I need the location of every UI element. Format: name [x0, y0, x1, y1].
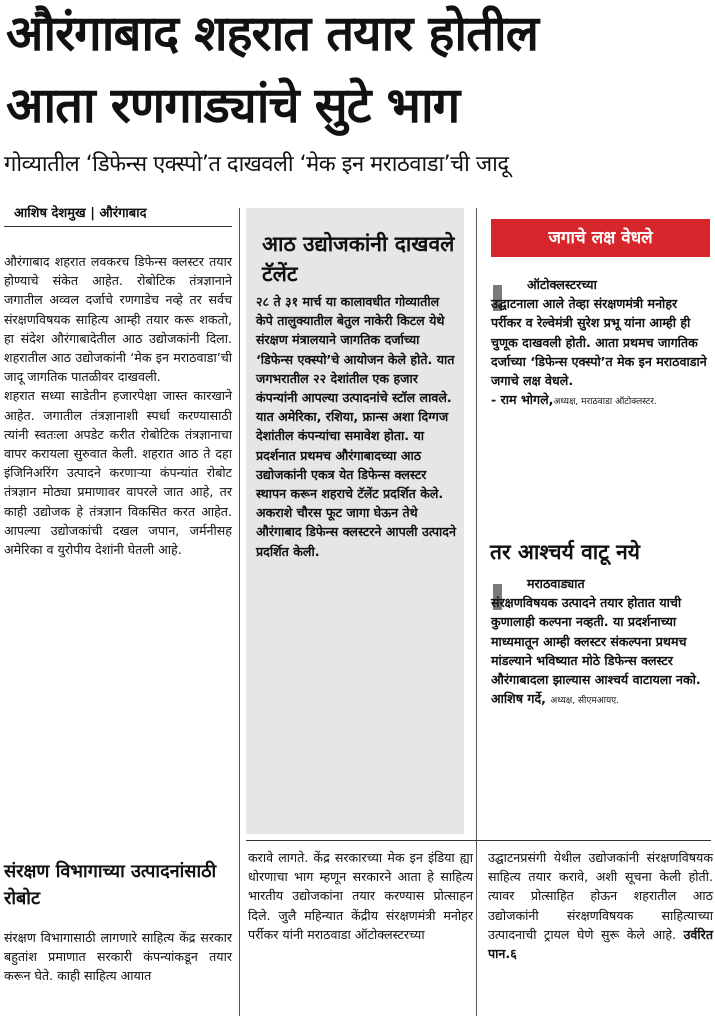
column-divider-2: [476, 208, 477, 1016]
sidebar-text: २८ ते ३१ मार्च या कालावधीत गोव्यातील केपे तालुक्यातील बेतुल नाकेरी किटल येथे संरक्षण मंत्रालयाने जागतिक दर्जाच्या ‘डिफेन्स एक्स्पो’चे आयोजन केले होते. यात जगभरातील २२ देशांतील एक हजार कंपन्यांनी आपल्या उत्पादनांचे स्टॉल लावले. यात अमेरिका, रशिया, फ्रान्स अशा दिग्गज देशांतील कंपन्यांचा समावेश होता. या प्रदर्शनात प्रथमच औरंगाबादच्या आठ उद्योजकांनी एकत्र येत डिफेन्स क्लस्टर स्थापन करून शहराचे टॅलेंट प्रदर्शित केले. अकराशे चौरस फूट जागा घेऊन तेथे औरंगाबाद डिफेन्स क्लस्टरने आपली उत्पादने प्रदर्शित केली.: [256, 294, 456, 559]
subheading: संरक्षण विभागाच्या उत्पादनांसाठी रोबोट: [4, 861, 217, 909]
sidebar-body: [256, 292, 460, 561]
section-rule: [246, 840, 711, 841]
main-story-column-1: [4, 252, 232, 559]
subheadline: गोव्यातील ‘डिफेन्स एक्स्पो’त दाखवली ‘मेक इन मराठवाडा’ची जादू: [4, 152, 509, 177]
quote-2-lead: मराठवाड्यात: [527, 576, 585, 591]
quote-banner: जगाचे लक्ष वेधले: [491, 219, 710, 257]
headline-line-1: औरंगाबाद शहरात तयार होतील: [6, 5, 538, 62]
quote-2-attribution: [491, 689, 711, 711]
quote-1-author-title: अध्यक्ष, मराठवाडा ऑटोक्लस्टर.: [553, 397, 657, 408]
byline: आशिष देशमुख | औरंगाबाद: [14, 206, 147, 221]
quote-2-author-title: अध्यक्ष, सीएमआयए.: [550, 696, 619, 707]
main-story-paragraph-1: औरंगाबाद शहरात लवकरच डिफेन्स क्लस्टर तयार होण्याचे संकेत आहेत. रोबोटिक तंत्रज्ञानाने जगातील अव्वल दर्जाचे रणगाडेच नव्हे तर सर्वच संरक्षणविषयक साहित्य आम्ही तयार करू शकतो, हा संदेश औरंगाबादेतील आठ उद्योजकांनी दिला. शहरातील आठ उद्योजकांनी ‘मेक इन मराठवाडा’ची जादू जागतिक पातळीवर दाखवली.: [4, 254, 232, 385]
main-story-column-2: [248, 848, 473, 944]
byline-rule: [4, 226, 232, 227]
quote-2-author: आशिष गर्दे,: [491, 691, 546, 707]
quote-1-author: - राम भोगले,: [491, 392, 554, 408]
main-story-column-3: [488, 848, 713, 963]
quote-1-lead: ऑटोक्लस्टरच्या: [527, 277, 597, 292]
quote-2-text: संरक्षणविषयक उत्पादने तयार होतात याची कुणालाही कल्पना नव्हती. या प्रदर्शनाच्या माध्यमातून आम्ही क्लस्टर संकल्पना प्रथमच मांडल्याने भविष्यात मोठे डिफेन्स क्लस्टर औरंगाबादला झाल्यास आश्चर्य वाटायला नको.: [491, 595, 701, 688]
main-story-col2-text: करावे लागते. केंद्र सरकारच्या मेक इन इंडिया ह्या धोरणाचा भाग म्हणून सरकारने आता हे साहित्य भारतीय उद्योजकांना तयार करण्यास प्रोत्साहन दिले. जुलै महिन्यात केंद्रीय संरक्षणमंत्री मनोहर पर्रीकर यांनी मराठवाडा ऑटोक्लस्टरच्या: [248, 850, 473, 942]
main-story-column-1-bottom: [4, 928, 232, 986]
quote-2: [491, 574, 711, 711]
quote-1-text: उद्घाटनाला आले तेव्हा संरक्षणमंत्री मनोहर पर्रीकर व रेल्वेमंत्री सुरेश प्रभू यांना आम्ही ही चुणूक दाखवली होती. आता प्रथमच जागतिक दर्जाच्या ‘डिफेन्स एक्स्पो’त मेक इन मराठवाडाने जगाचे लक्ष वेधले.: [491, 296, 707, 389]
continued-label: उर्वरित पान.६: [488, 926, 713, 962]
quote-1-attribution: [491, 390, 711, 412]
quote-2-heading: तर आश्चर्य वाटू नये: [490, 540, 640, 564]
main-story-col3-text: [488, 848, 713, 963]
quote-1: [491, 275, 711, 412]
sidebar-title: आठ उद्योजकांनी दाखवले टॅलेंट: [262, 232, 455, 286]
headline-line-2: आता रणगाड्यांचे सुटे भाग: [6, 77, 460, 134]
main-story-col3-body: उद्घाटनप्रसंगी येथील उद्योजकांनी संरक्षणविषयक साहित्य तयार करावे, अशी सूचना केली होती. त्यावर प्रोत्साहित होऊन शहरातील आठ उद्योजकांनी संरक्षणविषयक साहित्याच्या उत्पादनाची ट्रायल घेणे सुरू केले आहे.: [488, 850, 713, 942]
main-story-after-subheading: संरक्षण विभागासाठी लागणारे साहित्य केंद्र सरकार बहुतांश प्रमाणात सरकारी कंपन्यांकडून तयार करून घेते. काही साहित्य आयात: [4, 930, 232, 984]
main-story-paragraph-2: शहरात सध्या साडेतीन हजारपेक्षा जास्त कारखाने आहेत. जगातील तंत्रज्ञानाशी स्पर्धा करण्यासाठी त्यांनी स्वतःला अपडेट करीत रोबोटिक तंत्रज्ञानाचा वापर करायला सुरुवात केली. शहरात आठ ते दहा इंजिनिअरिंग उत्पादने करणाऱ्या कंपन्यांत रोबोट तंत्रज्ञान मोठ्या प्रमाणावर वापरले जात आहे, तर काही उद्योजक हे तंत्रज्ञान विकसित करत आहेत. आपल्या उद्योजकांची दखल जपान, जर्मनीसह अमेरिका व युरोपीय देशांनी घेतली आहे.: [4, 388, 232, 558]
